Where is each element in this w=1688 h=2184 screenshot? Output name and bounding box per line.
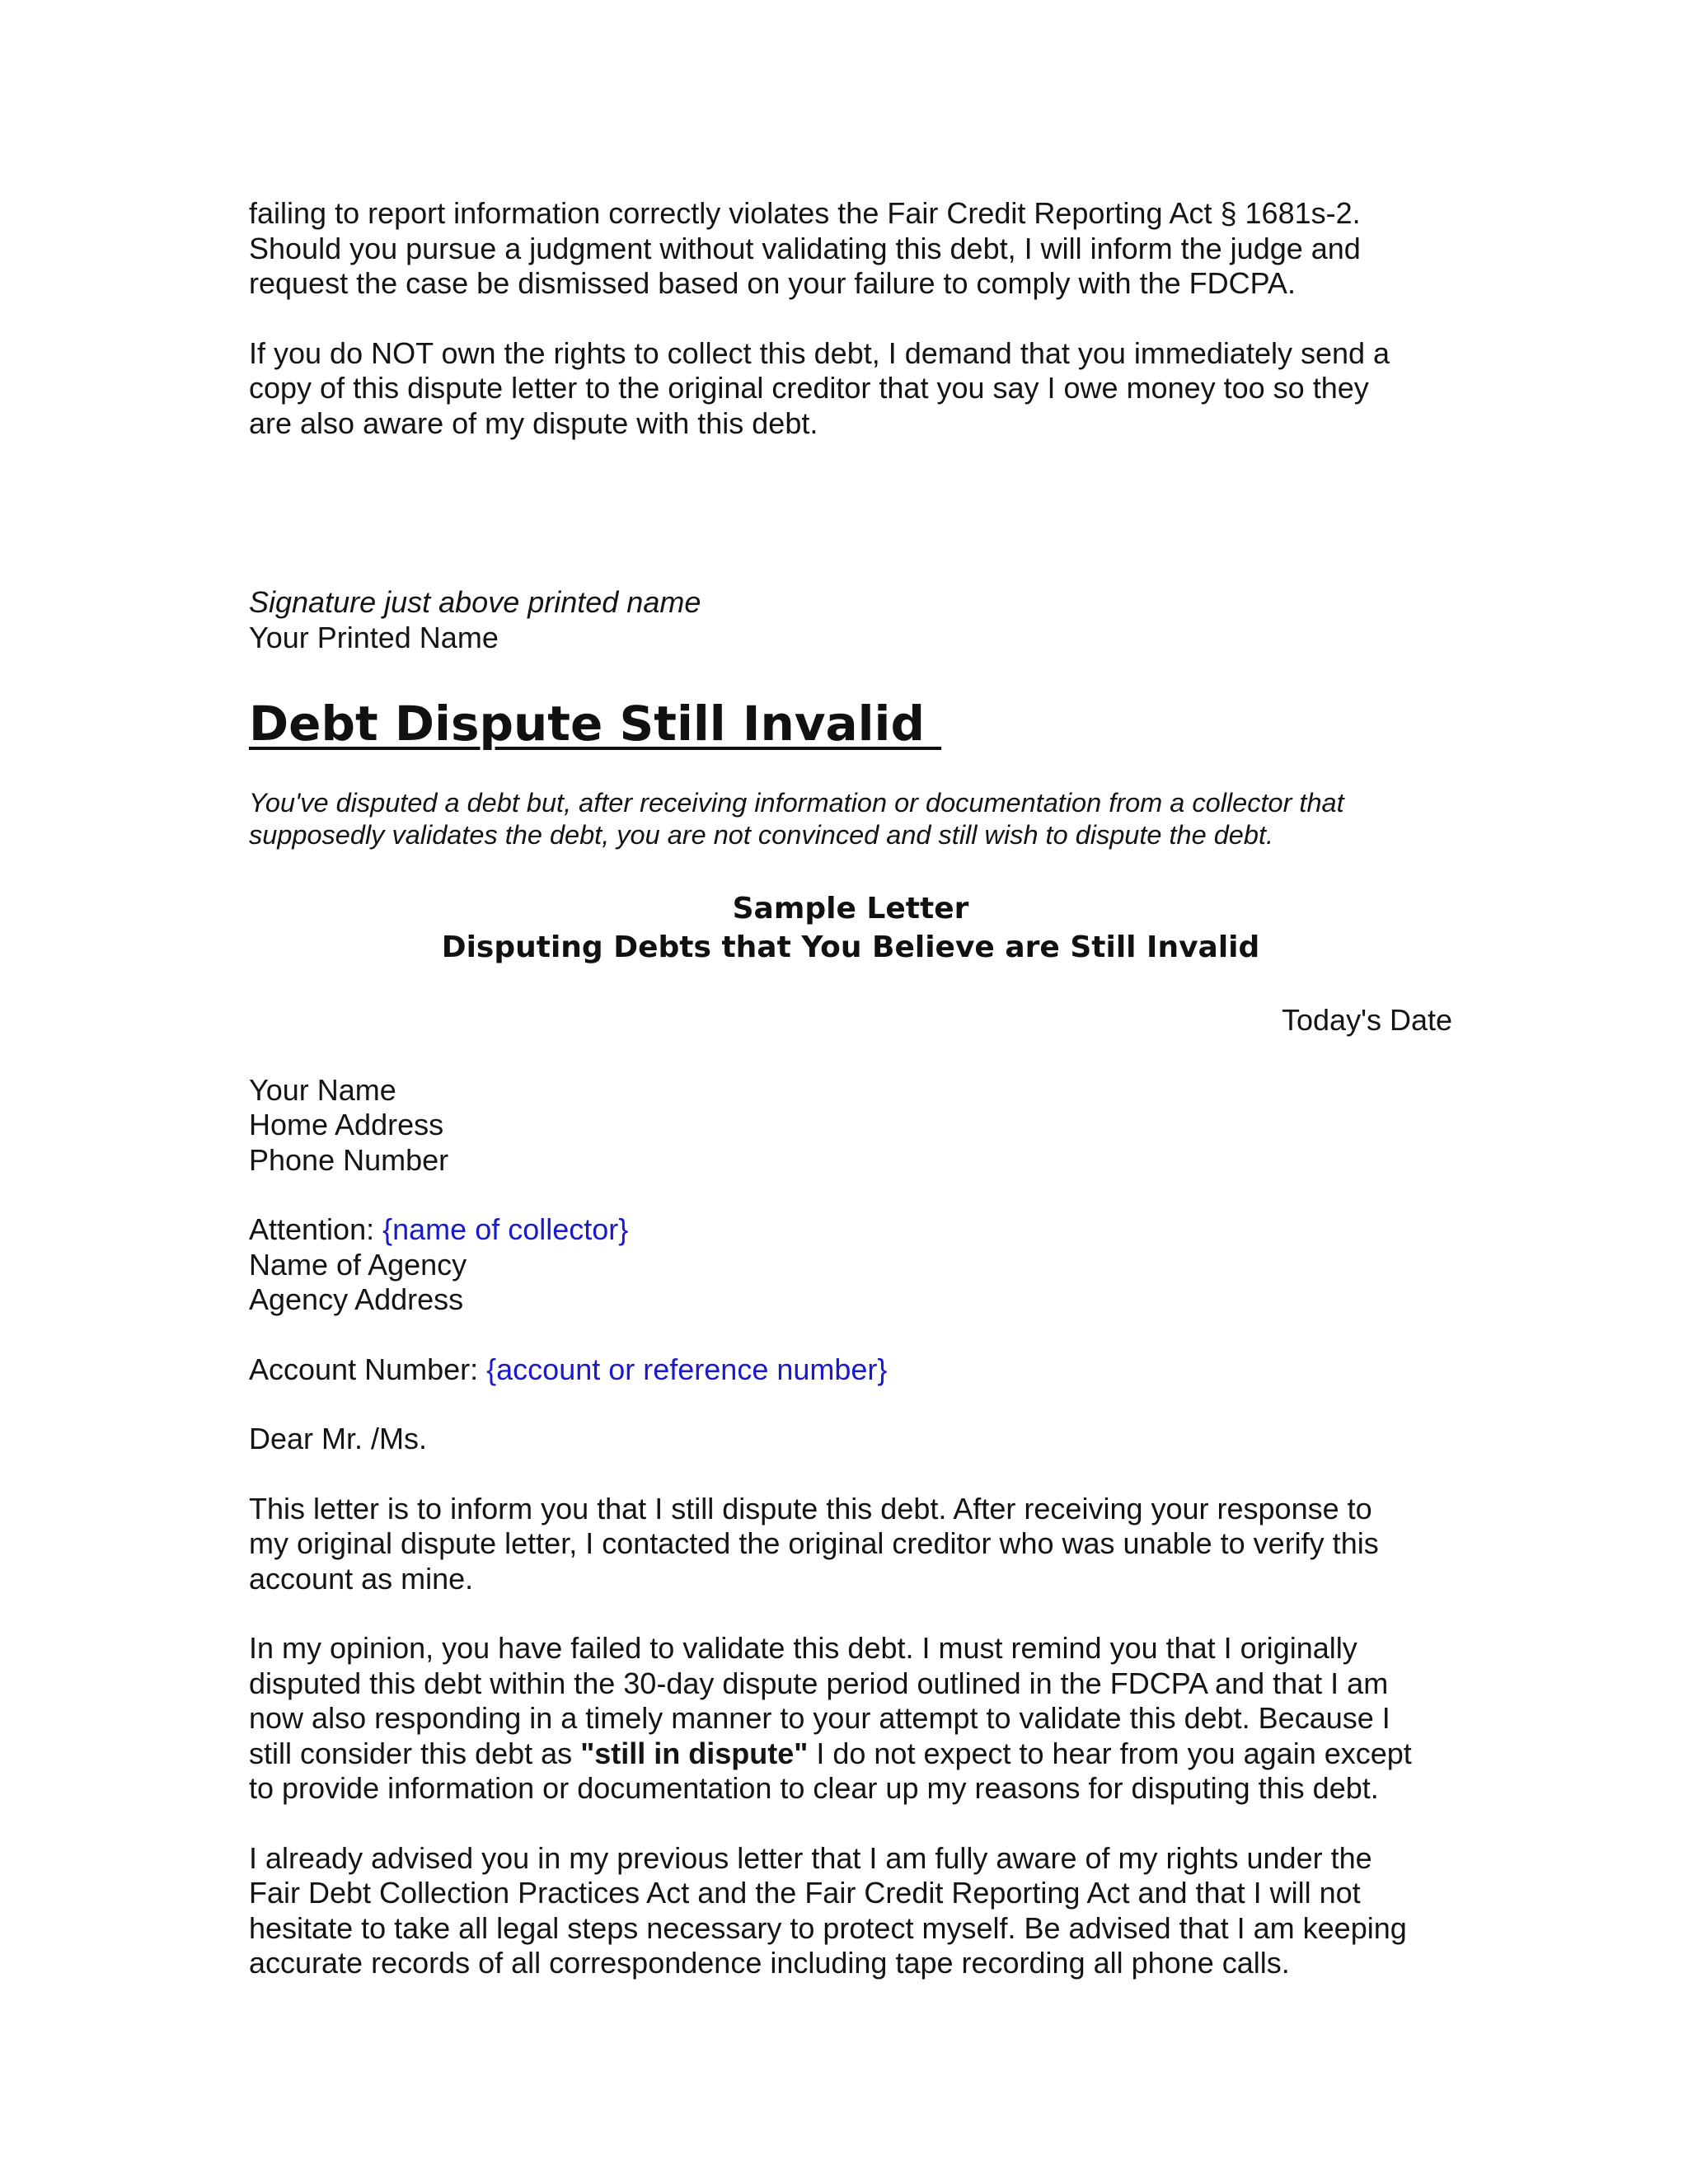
text-line: copy of this dispute letter to the original creditor that you say I owe money too so they bbox=[249, 371, 1369, 405]
sample-title: Sample Letter bbox=[732, 892, 969, 926]
text-line: now also responding in a timely manner to your attempt to validate this debt. Because I bbox=[249, 1701, 1390, 1735]
text-line: This letter is to inform you that I still dispute this debt. After receiving your response to bbox=[249, 1491, 1372, 1526]
text-line: my original dispute letter, I contacted the original creditor who was unable to verify this bbox=[249, 1526, 1379, 1560]
agency-name: Name of Agency bbox=[249, 1247, 467, 1282]
text-line: hesitate to take all legal steps necessary to protect myself. Be advised that I am keeping bbox=[249, 1910, 1407, 1945]
attention-placeholder: {name of collector} bbox=[382, 1212, 629, 1246]
text-line: accurate records of all correspondence including tape recording all phone calls. bbox=[249, 1946, 1290, 1980]
still-in-dispute-emphasis: "still in dispute" bbox=[580, 1736, 809, 1770]
text-line: request the case be dismissed based on your failure to comply with the FDCPA. bbox=[249, 266, 1296, 300]
account-label: Account Number: bbox=[249, 1352, 487, 1386]
letter-date: Today's Date bbox=[1282, 1003, 1452, 1037]
section-heading: Debt Dispute Still Invalid bbox=[249, 696, 942, 752]
attention-line bbox=[249, 1212, 1452, 1248]
intro-line: You've disputed a debt but, after receiving information or documentation from a collector that bbox=[249, 788, 1344, 818]
text-line: In my opinion, you have failed to validate this debt. I must remind you that I originally bbox=[249, 1631, 1357, 1665]
text-fragment: I do not expect to hear from you again except bbox=[808, 1736, 1412, 1770]
text-line bbox=[249, 1736, 1452, 1772]
section-intro bbox=[249, 787, 1452, 851]
printed-name: Your Printed Name bbox=[249, 620, 499, 654]
body-paragraph-1 bbox=[249, 1492, 1452, 1597]
text-line: account as mine. bbox=[249, 1561, 474, 1596]
body-paragraph-3 bbox=[249, 1841, 1452, 1981]
signature-block bbox=[249, 585, 1452, 655]
sender-block bbox=[249, 1073, 1452, 1179]
agency-address: Agency Address bbox=[249, 1282, 464, 1316]
sample-letter-title bbox=[249, 889, 1452, 967]
paragraph-fcra bbox=[249, 196, 1452, 302]
recipient-block bbox=[249, 1212, 1452, 1318]
text-line: to provide information or documentation to clear up my reasons for disputing this debt. bbox=[249, 1771, 1379, 1805]
text-line: disputed this debt within the 30-day dispute period outlined in the FDCPA and that I am bbox=[249, 1666, 1389, 1700]
text-line: I already advised you in my previous letter that I am fully aware of my rights under the bbox=[249, 1840, 1372, 1875]
attention-label: Attention: bbox=[249, 1212, 383, 1246]
text-line: are also aware of my dispute with this debt. bbox=[249, 405, 818, 440]
text-line: If you do NOT own the rights to collect this debt, I demand that you immediately send a bbox=[249, 335, 1390, 370]
text-line: failing to report information correctly violates the Fair Credit Reporting Act § 1681s-2. bbox=[249, 196, 1361, 230]
salutation: Dear Mr. /Ms. bbox=[249, 1422, 428, 1455]
text-fragment: still consider this debt as bbox=[249, 1736, 581, 1770]
paragraph-rights bbox=[249, 336, 1452, 442]
signature-space bbox=[249, 476, 1452, 585]
signature-note: Signature just above printed name bbox=[249, 585, 701, 619]
account-placeholder: {account or reference number} bbox=[486, 1352, 888, 1386]
sample-subtitle: Disputing Debts that You Believe are Still Invalid bbox=[441, 930, 1260, 964]
sender-phone: Phone Number bbox=[249, 1142, 449, 1177]
document-page bbox=[249, 196, 1452, 2016]
account-line bbox=[249, 1352, 1452, 1388]
sender-name: Your Name bbox=[249, 1072, 396, 1107]
text-line: Should you pursue a judgment without validating this debt, I will inform the judge and bbox=[249, 231, 1361, 265]
sender-address: Home Address bbox=[249, 1108, 444, 1141]
intro-line: supposedly validates the debt, you are not convinced and still wish to dispute the debt. bbox=[249, 820, 1274, 850]
body-paragraph-2 bbox=[249, 1631, 1452, 1807]
text-line: Fair Debt Collection Practices Act and the Fair Credit Reporting Act and that I will not bbox=[249, 1876, 1361, 1910]
